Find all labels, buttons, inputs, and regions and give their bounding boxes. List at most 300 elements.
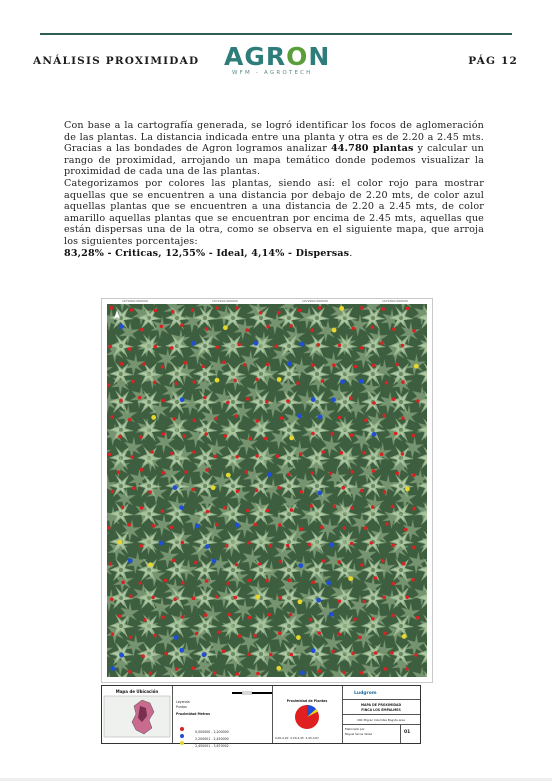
plant-point (223, 506, 227, 510)
plant-point (108, 345, 112, 349)
legend-row-critical: 0,000000 - 2,200000 (180, 718, 229, 737)
plant-point (140, 468, 144, 472)
plant-point (236, 672, 240, 676)
plant-point (179, 505, 184, 510)
plant-point (233, 379, 237, 383)
plant-point (148, 562, 153, 567)
plant-point (110, 666, 115, 671)
plant-point (311, 471, 315, 475)
plant-point (316, 598, 321, 603)
plant-point (141, 654, 145, 658)
plant-point (288, 579, 292, 583)
plant-point (321, 379, 325, 383)
plant-point (110, 415, 114, 419)
plant-point (235, 455, 239, 459)
plant-point (371, 325, 375, 329)
plant-point (412, 507, 416, 511)
plant-point (215, 523, 219, 527)
plant-point (226, 401, 230, 405)
plant-point (311, 397, 316, 402)
map-legend (101, 685, 421, 748)
plant-point (139, 544, 143, 548)
plant-point (337, 632, 341, 636)
location-inset: Mapa de Ubicación (102, 686, 173, 743)
plant-point (286, 399, 290, 403)
plant-point (259, 311, 263, 315)
plant-point (267, 613, 271, 617)
plant-point (224, 434, 228, 438)
plant-point (121, 506, 125, 510)
plant-point (338, 416, 342, 420)
plant-point (373, 576, 377, 580)
plant-point (416, 616, 420, 620)
plant-point (153, 345, 157, 349)
plant-point (289, 324, 293, 328)
plant-point (392, 397, 396, 401)
plant-point (140, 328, 144, 332)
plant-point (411, 434, 415, 438)
plant-point (173, 485, 178, 490)
plant-point (256, 419, 260, 423)
plant-point (110, 306, 114, 310)
plant-point (226, 582, 230, 586)
plant-point (391, 544, 395, 548)
plant-point (170, 346, 174, 350)
plant-point (235, 563, 239, 567)
plant-point (354, 365, 358, 369)
body-text (64, 120, 484, 259)
plant-point (266, 363, 270, 367)
plant-point (215, 346, 219, 350)
plant-point (237, 343, 241, 347)
plant-point (215, 595, 219, 599)
plant-point (201, 365, 205, 369)
plant-point (153, 634, 157, 638)
plant-point (364, 418, 368, 422)
proximity-legend: Leyenda Puntos Proximidad Metros 0,000000 - 2,200000 2,200001 - 2,450000 2,450001 - 3,670002 (172, 686, 273, 743)
plant-point (206, 510, 210, 514)
plant-point (213, 455, 217, 459)
plant-point (181, 615, 185, 619)
plant-point (277, 377, 282, 382)
plant-point (202, 652, 207, 657)
plant-point (351, 652, 355, 656)
plant-point (180, 397, 185, 402)
plant-point (360, 563, 364, 567)
plant-point (381, 307, 385, 311)
plant-point (243, 363, 247, 367)
percentages: 83,28% - Criticas, 12,55% - Ideal, 4,14% - Dispersas (64, 247, 350, 259)
plant-point (265, 579, 269, 583)
paragraph-1: Con base a la cartografía generada, se logró identificar los focos de aglomeración de las plantas. La distancia indicada entre una planta y otra es de 2.20 a 2.45 mts. Gracias a las bondades de Agron logramos analizar 44.780 plantas y calcular un rango de proximidad, arrojando un mapa temático donde podemos visualizar la proximidad de cada una de las plantas. (64, 120, 484, 178)
plant-point (310, 328, 314, 332)
plant-point (160, 325, 164, 329)
plant-point (381, 559, 385, 563)
plant-point (300, 342, 305, 347)
plant-point (296, 635, 301, 640)
plant-point (317, 491, 322, 496)
plant-point (223, 325, 228, 330)
plant-point (140, 506, 144, 510)
plant-point (287, 361, 292, 366)
plant-point (238, 634, 242, 638)
plant-point (128, 418, 132, 422)
plant-point (326, 581, 331, 586)
plant-point (181, 541, 185, 545)
plant-point (382, 596, 386, 600)
plant-point (401, 452, 405, 456)
plant-point (215, 378, 220, 383)
plant-point (383, 632, 387, 636)
paragraph-2: Categorizamos por colores las plantas, siendo así: el color rojo para mostrar aquellas que se encuentren a una distancia por debajo de 2.20 mts, de color azul aquellas plantas que se encuentren a una distancia de 2.20 a 2.45 mts, de color amarillo aquellas plantas que se encuentran por encima de 2.45 mts, aquellas que están dispersas una de la otra, como se observa en el siguiente mapa, que arroja los siguientes porcentajes: 83,28% - Criticas, 12,55% - Ideal, 4,14% - Dispersas. (64, 177, 484, 259)
plant-point (118, 435, 122, 439)
plant-point (279, 560, 283, 564)
plant-point (300, 670, 305, 675)
plant-point (253, 634, 257, 638)
plant-point (390, 651, 394, 655)
plant-point (172, 559, 176, 563)
plant-point (205, 579, 209, 583)
plant-point (320, 525, 324, 529)
plant-point (111, 632, 115, 636)
plant-point (255, 595, 260, 600)
plant-point (195, 632, 199, 636)
plant-point (276, 454, 280, 458)
plant-point (247, 541, 251, 545)
plant-point (352, 327, 356, 331)
plant-point (170, 452, 174, 456)
plant-point (311, 432, 315, 436)
plant-point (412, 546, 416, 550)
plant-point (248, 579, 252, 583)
plant-point (329, 472, 333, 476)
plant-point (246, 397, 250, 401)
plant-point (128, 523, 132, 527)
agron-logo (224, 42, 331, 78)
plant-point (286, 544, 290, 548)
plant-point (235, 523, 240, 528)
plant-point (385, 522, 389, 526)
plant-point (139, 435, 143, 439)
plant-point (269, 653, 273, 657)
plant-point (109, 562, 113, 566)
plant-point (226, 473, 231, 478)
plant-point (191, 488, 195, 492)
plant-point (130, 455, 134, 459)
plant-point (343, 671, 347, 675)
plant-point (311, 363, 315, 367)
plant-point (173, 417, 177, 421)
plant-point (395, 363, 399, 367)
location-map (102, 694, 172, 739)
plant-point (161, 616, 165, 620)
plant-point (204, 613, 208, 617)
plant-point (195, 524, 200, 529)
plant-point (343, 526, 347, 530)
plant-point (254, 523, 258, 527)
plant-point (235, 414, 239, 418)
plant-point (350, 433, 354, 437)
plant-point (191, 308, 195, 312)
plant-point (142, 362, 146, 366)
plant-point (402, 634, 407, 639)
plant-point (256, 672, 260, 676)
plant-point (392, 582, 396, 586)
plant-point (318, 306, 322, 310)
proximity-pie-chart (272, 703, 342, 733)
plant-point (340, 451, 344, 455)
plant-point (217, 630, 221, 634)
plant-point (339, 306, 344, 311)
plant-point (298, 599, 303, 604)
plant-point (181, 581, 185, 585)
plant-point (119, 324, 124, 329)
plant-point (184, 361, 188, 365)
plant-point (222, 649, 226, 653)
plant-point (300, 527, 304, 531)
plant-point (348, 576, 353, 581)
plant-point (161, 471, 165, 475)
plant-point (255, 489, 259, 493)
plant-point (204, 432, 208, 436)
plant-point (194, 561, 198, 565)
plant-point (391, 505, 395, 509)
plant-point (117, 470, 121, 474)
yellow-dot-icon (180, 741, 184, 745)
plant-point (371, 617, 375, 621)
plant-point (265, 400, 269, 404)
plant-point (394, 432, 398, 436)
plant-point (161, 399, 165, 403)
plant-point (396, 472, 400, 476)
plant-point (174, 635, 179, 640)
plant-point (128, 558, 133, 563)
plant-point (311, 648, 316, 653)
plant-point (372, 469, 376, 473)
plant-point (385, 381, 389, 385)
plant-point (277, 486, 281, 490)
proximity-map: 1072000.000000 1072100.000000 1072200.000000 1072300.000000 (101, 298, 433, 683)
plant-point (330, 432, 334, 436)
sheet-number: 01 (404, 730, 411, 735)
plant-point (350, 506, 354, 510)
plant-point (401, 417, 405, 421)
pie-chart-section: Proximidad de Plantas 0,00-2,20 2,20-2,45 2,45-3,67 (272, 686, 343, 743)
plant-point (255, 378, 259, 382)
plant-point (254, 341, 259, 346)
plant-point (350, 470, 354, 474)
plant-point (333, 505, 337, 509)
plant-point (248, 616, 252, 620)
plant-point (406, 307, 410, 311)
header-rule (40, 33, 512, 35)
plant-point (380, 341, 384, 345)
plant-point (298, 563, 303, 568)
plant-point (290, 653, 294, 657)
plant-point (317, 343, 321, 347)
plant-point (227, 613, 231, 617)
plant-point (391, 614, 395, 618)
plant-point (371, 505, 375, 509)
plant-point (139, 581, 143, 585)
plant-point (279, 596, 283, 600)
plant-point (118, 540, 123, 545)
plant-point (353, 618, 357, 622)
plant-point (372, 364, 376, 368)
plant-point (153, 381, 157, 385)
plant-point (203, 396, 207, 400)
plant-point (363, 526, 367, 530)
plant-point (170, 526, 174, 530)
plant-point (289, 613, 293, 617)
title-block: Ludgrom MAPA DE PROXIMIDAD FINCA LOS EMPALMES CRC Migrac Colombia Bogota area Elaborado por Miguel Serna Yañez 01 (342, 686, 420, 743)
plant-point (108, 453, 112, 457)
plant-point (193, 419, 197, 423)
plant-point (289, 436, 294, 441)
plant-point (213, 671, 217, 675)
plant-point (205, 468, 209, 472)
plant-point (247, 653, 251, 657)
plant-point (159, 541, 164, 546)
plant-point (110, 597, 114, 601)
plant-point (280, 416, 284, 420)
plant-point (269, 544, 273, 548)
section-title: ANÁLISIS PROXIMIDAD (33, 55, 200, 67)
plant-point (416, 399, 420, 403)
plant-point (183, 434, 187, 438)
plant-point (309, 618, 313, 622)
plant-point (191, 341, 196, 346)
plant-point (363, 600, 367, 604)
plant-point (258, 562, 262, 566)
plant-point (318, 631, 322, 635)
plant-point (234, 596, 238, 600)
plant-point (119, 399, 123, 403)
plant-point (296, 381, 300, 385)
page-number: PÁG 12 (468, 55, 518, 67)
plant-point (179, 648, 184, 653)
plant-point (148, 490, 152, 494)
plant-point (192, 596, 196, 600)
plant-point (161, 365, 165, 369)
plant-point (175, 382, 179, 386)
plant-point (412, 329, 416, 333)
plant-point (360, 346, 364, 350)
plant-point (138, 396, 142, 400)
plant-point (414, 364, 419, 369)
plant-point (205, 544, 210, 549)
plant-point (412, 473, 416, 477)
plant-point (128, 347, 132, 351)
plant-point (151, 415, 156, 420)
plant-point (274, 345, 278, 349)
plant-point (128, 670, 132, 674)
plant-point (359, 379, 364, 384)
plant-point (287, 473, 291, 477)
brand-logo: Ludgrom (354, 691, 377, 696)
plant-point (411, 578, 415, 582)
plant-point (266, 509, 270, 513)
plant-point (131, 380, 135, 384)
plant-point (246, 509, 250, 513)
plant-point (149, 671, 153, 675)
plant-point (331, 397, 336, 402)
plant-point (322, 559, 326, 563)
plant-point (392, 327, 396, 331)
plant-point (129, 594, 133, 598)
plant-point (162, 432, 166, 436)
aerial-plant-map (107, 304, 427, 677)
plant-point (338, 344, 342, 348)
plant-point (211, 485, 216, 490)
plant-point (164, 652, 168, 656)
plant-point (245, 470, 249, 474)
plant-point (332, 328, 337, 333)
plant-point (318, 670, 322, 674)
plant-point (278, 631, 282, 635)
plant-point (329, 612, 334, 617)
plant-point (267, 472, 272, 477)
legend-row-dispersed: 2,450001 - 3,670002 (180, 732, 229, 751)
plant-point (276, 666, 281, 671)
plant-point (249, 437, 253, 441)
plant-point (121, 581, 125, 585)
plant-point (118, 614, 122, 618)
plant-point (401, 344, 405, 348)
plant-point (318, 414, 323, 419)
plant-point (212, 559, 217, 564)
plant-point (266, 325, 270, 329)
plants-count: 44.780 plantas (330, 143, 414, 155)
plant-point (338, 600, 342, 604)
plant-point (236, 490, 240, 494)
plant-point (215, 306, 219, 310)
plant-point (321, 450, 325, 454)
plant-point (340, 379, 345, 384)
plant-point (329, 543, 334, 548)
plant-point (372, 401, 376, 405)
plant-point (308, 543, 312, 547)
plant-point (205, 327, 209, 331)
plant-point (372, 432, 377, 437)
plant-point (278, 523, 282, 527)
plant-point (360, 489, 364, 493)
plant-point (150, 450, 154, 454)
plant-point (349, 396, 353, 400)
plant-point (180, 324, 184, 328)
plant-point (255, 454, 259, 458)
plant-point (171, 310, 175, 314)
plant-point (299, 490, 303, 494)
plant-point (332, 363, 336, 367)
plant-point (404, 528, 408, 532)
plant-point (350, 542, 354, 546)
plant-point (331, 650, 335, 654)
plant-point (222, 361, 226, 365)
plant-point (132, 486, 136, 490)
plant-point (298, 309, 302, 313)
plant-point (369, 541, 373, 545)
plant-point (360, 671, 364, 675)
plant-point (184, 470, 188, 474)
plant-point (277, 311, 281, 315)
legend-row-ideal: 2,200001 - 2,450000 (180, 725, 229, 744)
plant-point (143, 618, 147, 622)
plant-point (173, 597, 177, 601)
plant-point (111, 490, 115, 494)
plant-point (192, 380, 196, 384)
plant-point (119, 653, 124, 658)
